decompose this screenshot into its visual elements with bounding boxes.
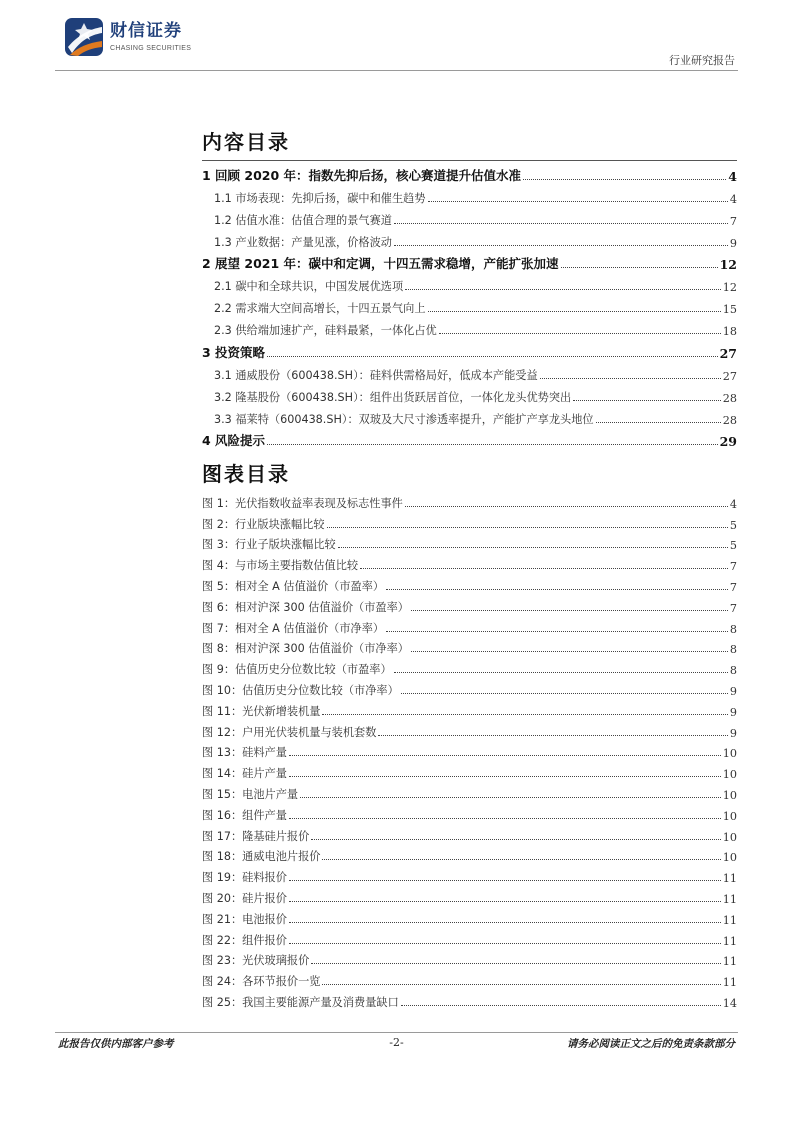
- entry-page-number: 18: [722, 325, 737, 338]
- entry-page-number: 28: [722, 413, 737, 427]
- entry-page-number: 7: [729, 580, 737, 594]
- figure-entry[interactable]: [202, 573, 737, 594]
- dot-leader: [289, 776, 721, 777]
- entry-page-number: 12: [719, 257, 737, 272]
- entry-title: 图 2：行业版块涨幅比较: [202, 517, 325, 531]
- dot-leader: [322, 984, 720, 985]
- entry-page-number: 5: [729, 518, 737, 532]
- dot-leader: [267, 444, 718, 445]
- toc-section-entry[interactable]: [202, 361, 737, 383]
- dot-leader: [300, 797, 721, 798]
- entry-title: 图 24：各环节报价一览: [202, 975, 321, 989]
- figure-entry[interactable]: [202, 552, 737, 573]
- toc-section-entry[interactable]: [202, 294, 737, 316]
- figure-entry[interactable]: [202, 927, 737, 948]
- entry-title: 1.2 估值水准：估值合理的景气赛道: [214, 213, 392, 227]
- table-of-contents: [202, 160, 737, 449]
- dot-leader: [439, 333, 721, 334]
- entry-page-number: 9: [729, 705, 737, 719]
- entry-title: 图 4：与市场主要指数估值比较: [202, 559, 359, 573]
- figure-entry[interactable]: [202, 823, 737, 844]
- dot-leader: [322, 714, 727, 715]
- entry-title: 图 14：硅片产量: [202, 767, 287, 781]
- dot-leader: [401, 1005, 721, 1006]
- entry-title: 2.2 需求端大空间高增长，十四五景气向上: [214, 302, 426, 315]
- dot-leader: [394, 672, 728, 673]
- entry-page-number: 8: [729, 643, 737, 657]
- entry-title: 2.1 碳中和全球共识，中国发展优选项: [214, 280, 404, 293]
- brand-logo: [64, 16, 191, 58]
- entry-page-number: 27: [719, 345, 737, 361]
- figure-entry[interactable]: [202, 615, 737, 636]
- entry-title: 图 9：估值历史分位数比较（市盈率）: [202, 663, 392, 677]
- dot-leader: [428, 311, 721, 312]
- toc-title: 内容目录: [202, 130, 290, 154]
- dot-leader: [411, 610, 728, 611]
- figure-entry[interactable]: [202, 740, 737, 761]
- entry-title: 图 22：组件报价: [202, 933, 287, 947]
- entry-page-number: 14: [722, 996, 737, 1010]
- entry-title: 图 5：相对全 A 估值溢价（市盈率）: [202, 579, 385, 593]
- entry-title: 3 投资策略: [202, 344, 266, 360]
- entry-title: 图 23：光伏玻璃报价: [202, 954, 310, 968]
- entry-title: 图 15：电池片产量: [202, 787, 299, 801]
- entry-title: 图 6：相对沪深 300 估值溢价（市盈率）: [202, 600, 409, 614]
- entry-page-number: 11: [722, 955, 737, 969]
- entry-title: 1 回顾 2020 年：指数先抑后扬，核心赛道提升估值水准: [202, 167, 522, 183]
- figure-entry[interactable]: [202, 864, 737, 885]
- dot-leader: [289, 922, 721, 923]
- entry-title: 图 25：我国主要能源产量及消费量缺口: [202, 995, 399, 1009]
- dot-leader: [289, 755, 721, 756]
- toc-section-entry[interactable]: [202, 206, 737, 228]
- figure-list-title: 图表目录: [202, 462, 290, 486]
- entry-page-number: 10: [722, 788, 737, 802]
- entry-page-number: 7: [729, 214, 737, 228]
- figure-entry[interactable]: [202, 885, 737, 906]
- footer-divider: [55, 1032, 738, 1033]
- figure-entry[interactable]: [202, 968, 737, 989]
- entry-title: 图 19：硅料报价: [202, 871, 287, 885]
- toc-chapter-entry[interactable]: [202, 427, 737, 450]
- figure-entry[interactable]: [202, 802, 737, 823]
- entry-page-number: 7: [729, 601, 737, 615]
- entry-page-number: 9: [729, 684, 737, 698]
- dot-leader: [394, 245, 728, 246]
- entry-page-number: 10: [722, 851, 737, 865]
- entry-page-number: 9: [729, 236, 737, 250]
- entry-page-number: 11: [722, 872, 737, 886]
- entry-title: 1.3 产业数据：产量见涨，价格波动: [214, 235, 392, 249]
- entry-title: 图 12：户用光伏装机量与装机套数: [202, 725, 377, 739]
- figure-list: [202, 490, 737, 1010]
- entry-title: 图 10：估值历史分位数比较（市净率）: [202, 683, 399, 697]
- entry-page-number: 8: [729, 664, 737, 678]
- figure-entry[interactable]: [202, 781, 737, 802]
- entry-title: 2 展望 2021 年：碳中和定调，十四五需求稳增，产能扩张加速: [202, 256, 559, 271]
- entry-page-number: 11: [722, 913, 737, 927]
- entry-title: 图 16：组件产量: [202, 808, 287, 822]
- dot-leader: [327, 527, 728, 528]
- entry-page-number: 9: [729, 726, 737, 740]
- entry-page-number: 5: [729, 539, 737, 553]
- entry-page-number: 28: [722, 391, 737, 405]
- dot-leader: [386, 631, 728, 632]
- entry-page-number: 11: [722, 892, 737, 906]
- dot-leader: [561, 267, 718, 268]
- figure-entry[interactable]: [202, 636, 737, 657]
- dot-leader: [394, 223, 728, 224]
- entry-page-number: 29: [719, 434, 737, 449]
- toc-section-entry[interactable]: [202, 272, 737, 294]
- entry-page-number: 4: [729, 497, 737, 511]
- dot-leader: [405, 506, 728, 507]
- entry-page-number: 10: [722, 768, 737, 782]
- entry-title: 3.3 福莱特（600438.SH）：双玻及大尺寸渗透率提升，产能扩产享龙头地位: [214, 412, 594, 426]
- brand-name-en: CHASING SECURITIES: [110, 44, 192, 52]
- entry-title: 3.2 隆基股份（600438.SH）：组件出货跃居首位，一体化龙头优势突出: [214, 390, 572, 404]
- entry-title: 图 17：隆基硅片报价: [202, 829, 310, 843]
- dot-leader: [411, 651, 728, 652]
- toc-chapter-entry[interactable]: [202, 250, 737, 273]
- entry-title: 图 18：通威电池片报价: [202, 850, 321, 864]
- dot-leader: [360, 568, 728, 569]
- dot-leader: [289, 943, 721, 944]
- dot-leader: [338, 547, 728, 548]
- figure-entry[interactable]: [202, 948, 737, 969]
- figure-entry[interactable]: [202, 844, 737, 865]
- entry-title: 图 11：光伏新增装机量: [202, 704, 321, 718]
- report-type-label: 行业研究报告: [669, 54, 735, 67]
- dot-leader: [596, 422, 721, 423]
- toc-section-entry[interactable]: [202, 228, 737, 250]
- dot-leader: [311, 963, 720, 964]
- dot-leader: [311, 839, 720, 840]
- dot-leader: [378, 735, 727, 736]
- figure-entry[interactable]: [202, 760, 737, 781]
- footer-disclaimer-left: 此报告仅供内部客户参考: [58, 1038, 174, 1050]
- figure-entry[interactable]: [202, 511, 737, 532]
- entry-page-number: 12: [722, 281, 737, 294]
- entry-title: 图 3：行业子版块涨幅比较: [202, 538, 336, 552]
- figure-entry[interactable]: [202, 677, 737, 698]
- entry-title: 2.3 供给端加速扩产，硅料最紧，一体化占优: [214, 324, 437, 337]
- entry-title: 图 20：硅片报价: [202, 891, 287, 905]
- dot-leader: [322, 859, 720, 860]
- entry-page-number: 27: [722, 369, 737, 383]
- entry-title: 图 13：硅料产量: [202, 746, 287, 760]
- toc-section-entry[interactable]: [202, 184, 737, 206]
- entry-title: 3.1 通威股份（600438.SH）：硅料供需格局好，低成本产能受益: [214, 368, 538, 382]
- figure-entry[interactable]: [202, 656, 737, 677]
- page-number: -2-: [389, 1036, 404, 1049]
- header-divider: [55, 70, 738, 71]
- dot-leader: [289, 901, 721, 902]
- figure-entry[interactable]: [202, 490, 737, 511]
- entry-page-number: 4: [729, 192, 737, 206]
- dot-leader: [289, 818, 721, 819]
- figure-entry[interactable]: [202, 989, 737, 1010]
- dot-leader: [523, 179, 726, 180]
- toc-section-entry[interactable]: [202, 383, 737, 405]
- entry-page-number: 7: [729, 560, 737, 574]
- dot-leader: [386, 589, 728, 590]
- entry-page-number: 4: [728, 168, 737, 184]
- dot-leader: [401, 693, 728, 694]
- toc-section-entry[interactable]: [202, 316, 737, 338]
- entry-page-number: 11: [722, 934, 737, 948]
- entry-page-number: 10: [722, 809, 737, 823]
- dot-leader: [289, 880, 721, 881]
- entry-title: 1.1 市场表现：先抑后扬，碳中和催生趋势: [214, 191, 426, 205]
- entry-page-number: 15: [722, 303, 737, 316]
- toc-chapter-entry[interactable]: [202, 160, 737, 184]
- entry-page-number: 10: [722, 747, 737, 761]
- entry-title: 图 8：相对沪深 300 估值溢价（市净率）: [202, 642, 409, 656]
- dot-leader: [540, 378, 721, 379]
- entry-title: 图 7：相对全 A 估值溢价（市净率）: [202, 621, 385, 635]
- entry-page-number: 8: [729, 622, 737, 636]
- entry-title: 4 风险提示: [202, 433, 266, 448]
- toc-section-entry[interactable]: [202, 405, 737, 427]
- figure-entry[interactable]: [202, 719, 737, 740]
- dot-leader: [573, 400, 721, 401]
- figure-entry[interactable]: [202, 698, 737, 719]
- entry-page-number: 11: [722, 976, 737, 990]
- dot-leader: [405, 289, 721, 290]
- figure-entry[interactable]: [202, 594, 737, 615]
- brand-emblem-icon: [64, 17, 104, 57]
- figure-entry[interactable]: [202, 532, 737, 553]
- toc-chapter-entry[interactable]: [202, 338, 737, 361]
- brand-name-cn: 财信证券: [110, 20, 182, 41]
- entry-title: 图 1：光伏指数收益率表现及标志性事件: [202, 496, 403, 510]
- dot-leader: [267, 356, 718, 357]
- entry-title: 图 21：电池报价: [202, 912, 287, 926]
- entry-page-number: 10: [722, 830, 737, 844]
- dot-leader: [428, 201, 728, 202]
- figure-entry[interactable]: [202, 906, 737, 927]
- footer-disclaimer-right: 请务必阅读正文之后的免责条款部分: [567, 1038, 735, 1050]
